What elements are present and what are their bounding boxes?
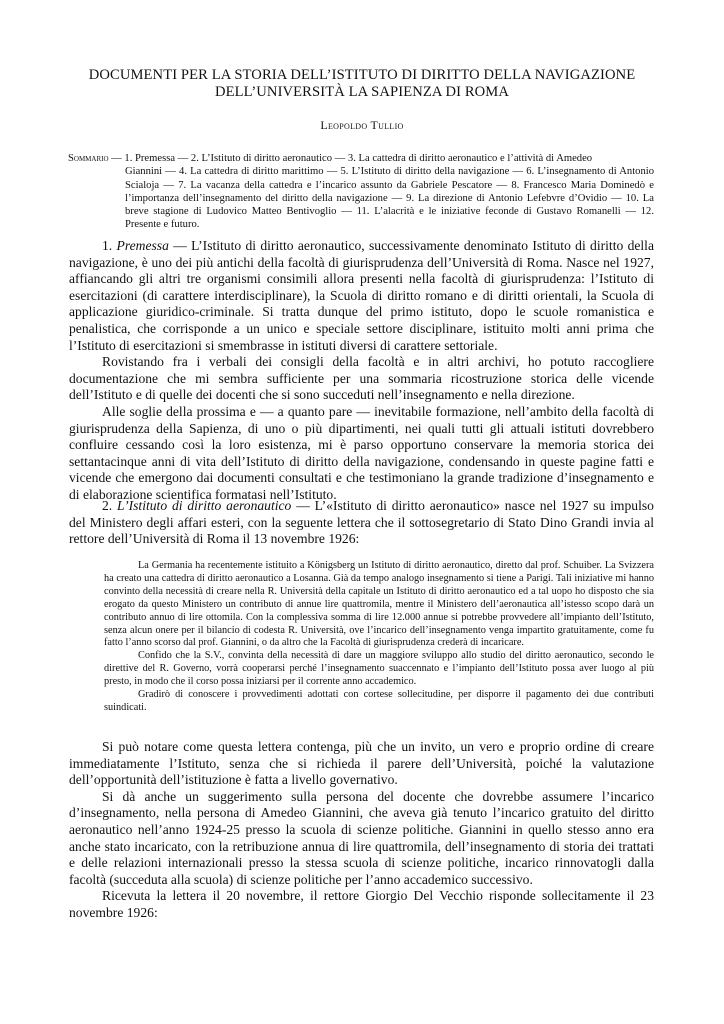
quoted-letter [104, 560, 654, 715]
section-1-paragraph-2: Rovistando fra i verbali dei consigli della facoltà e in altri archivi, ho potuto raccogliere documentazione che mi sembra sufficiente per una sommaria ricostruzione storica delle vicende dell’Istituto e di quelle dei docenti che si sono succeduti nell’insegnamento e nella direzione. [69, 354, 654, 403]
summary-block [68, 152, 654, 232]
section-1-heading: Premessa [116, 238, 169, 253]
section-1 [69, 238, 654, 504]
summary-continuation: Giannini — 4. La cattedra di diritto marittimo — 5. L’Istituto di diritto della navigazione — 6. L’insegnamento di Antonio Scialoja — 7. La vacanza della cattedra e l’incarico assunto da Gabriele Pescatore — 8. Francesco Maria Dominedò e l’importanza dell’insegnamento del diritto della navigazione — 9. La direzione di Antonio Lefebvre d’Ovidio — 10. La breve stagione di Ludovico Matteo Bentivoglio — 11. L’alacrità e le iniziative feconde di Gustavo Romanelli — 12. Presente e futuro. [125, 166, 654, 231]
section-1-paragraph-3: Alle soglie della prossima e — a quanto pare — inevitabile formazione, nell’ambito della facoltà di giurisprudenza della Sapienza, di uno o più dipartimenti, nei quali tutti gli attuali istituti dovrebbero confluire cessando così la loro esistenza, mi è parso opportuno conservare la memoria storica dei settantacinque anni di vita dell’Istituto di diritto della navigazione, condensando in queste pagine fatti e vicende che emergono dai documenti consultati e che testimoniano la grande tradizione d’insegnamento e di elaborazione scientifica formatasi nell’Istituto. [69, 403, 654, 502]
after-paragraph-3: Ricevuta la lettera il 20 novembre, il rettore Giorgio Del Vecchio risponde sollecitamente il 23 novembre 1926: [69, 888, 654, 920]
author-name: Leopoldo Tullio [320, 118, 404, 132]
quote-paragraph-1: La Germania ha recentemente istituito a Königsberg un Istituto di diritto aeronautico, diretto dal prof. Schuiber. La Svizzera ha creato una cattedra di diritto aeronautico a Losanna. Già da tempo analogo insegnamento si tiene a Parigi. Tali iniziative mi hanno convinto della necessità di creare nella R. Università della capitale un Istituto di diritto aeronautico ed a tal uopo ho disposto che sia erogato da questo Ministero un contributo di annue lire quattromila, mentre il Ministero dell’aeronautica all’istesso scopo darà un contributo annuo di lire ottomila. Con la complessiva somma di lire 12.000 annue si potrebbe provvedere all’impianto dell’Istituto, senza alcun onere per il bilancio di codesta R. Università, ove l’incarico dell’insegnamento venga impartito gratuitamente, come fu fatto l’anno scorso dal prof. Giannini, o da altro che la Facoltà di giurisprudenza crederà di incaricare. [104, 560, 654, 649]
section-2-heading: L’Istituto di diritto aeronautico [117, 498, 292, 513]
title-line-2: DELL’UNIVERSITÀ LA SAPIENZA DI ROMA [214, 84, 510, 100]
section-2-paragraph-1 [69, 498, 654, 548]
quote-paragraph-2: Confido che la S.V., convinta della necessità di dare un maggiore sviluppo allo studio del diritto aeronautico, secondo le direttive del R. Governo, vorrà cooperarsi perché l’insegnamento suaccennato e l’impianto dell’Istituto possa aver luogo al più presto, in modo che il corso possa iniziarsi per il corrente anno accademico. [104, 650, 654, 688]
quote-paragraph-3: Gradirò di conoscere i provvedimenti adottati con cortese sollecitudine, per disporre il pagamento dei due contributi suindicati. [104, 689, 654, 713]
summary-line1-text: — 1. Premessa — 2. L’Istituto di diritto aeronautico — 3. La cattedra di diritto aeronautico e l’attività di Amedeo [111, 153, 593, 164]
after-paragraph-2: Si dà anche un suggerimento sulla persona del docente che dovrebbe assumere l’incarico d’insegnamento, nella persona di Amedeo Giannini, che aveva già tenuto l’incarico gratuito del diritto aeronautico nell’anno 1924-25 presso la scuola di scienze politiche. Giannini in quello stesso anno era anche stato incaricato, con la retribuzione annua di lire quattromila, dell’insegnamento di storia dei trattati e delle relazioni internazionali presso la stessa scuola di scienze politiche, incarico rinnovatogli dalla facoltà (succeduta alla scuola) di scienze politiche per l’anno accademico successivo. [69, 788, 654, 887]
section-2-continued [69, 739, 654, 922]
summary-label: Sommario [68, 153, 109, 164]
summary-first-line [68, 152, 654, 165]
section-2-number: 2. [102, 498, 113, 513]
section-2-p1-text: — L’«Istituto di diritto aeronautico» nasce nel 1927 su impulso del Ministero degli affari esteri, con la seguente lettera che il sottosegretario di Stato Dino Grandi invia al rettore dell’Università di Roma il 13 novembre 1926: [69, 498, 654, 547]
article-title [60, 67, 664, 101]
section-1-number: 1. [102, 238, 113, 253]
after-paragraph-1: Si può notare come questa lettera contenga, più che un invito, un vero e proprio ordine di creare immediatamente l’Istituto, senza che si richieda il parere dell’Università, poiché la valutazione dell’opportunità dell’istituzione è fatta a livello governativo. [69, 739, 654, 788]
section-1-p1-text: — L’Istituto di diritto aeronautico, successivamente denominato Istituto di diritto della navigazione, è uno dei più antichi della facoltà di giurisprudenza dell’Università di Roma. Nasce nel 1927, affiancando gli altri tre organismi consimili allora presenti nella facoltà di giurisprudenza: l’Istituto di esercitazioni (di carattere interdisciplinare), la Scuola di diritto romano e di diritti orientali, la Scuola di applicazione giuridico-criminale. Si tratta dunque del primo istituto, dopo le scuole romanistica e penalistica, che corrisponde a un unico e speciale settore disciplinare, istituito molti anni prima che l’Istituto di esercitazioni si smembrasse in istituti diversi di carattere settoriale. [69, 238, 654, 353]
section-1-paragraph-1 [69, 238, 654, 354]
title-line-1: DOCUMENTI PER LA STORIA DELL’ISTITUTO DI DIRITTO DELLA NAVIGAZIONE [88, 67, 636, 83]
section-2 [69, 498, 654, 548]
